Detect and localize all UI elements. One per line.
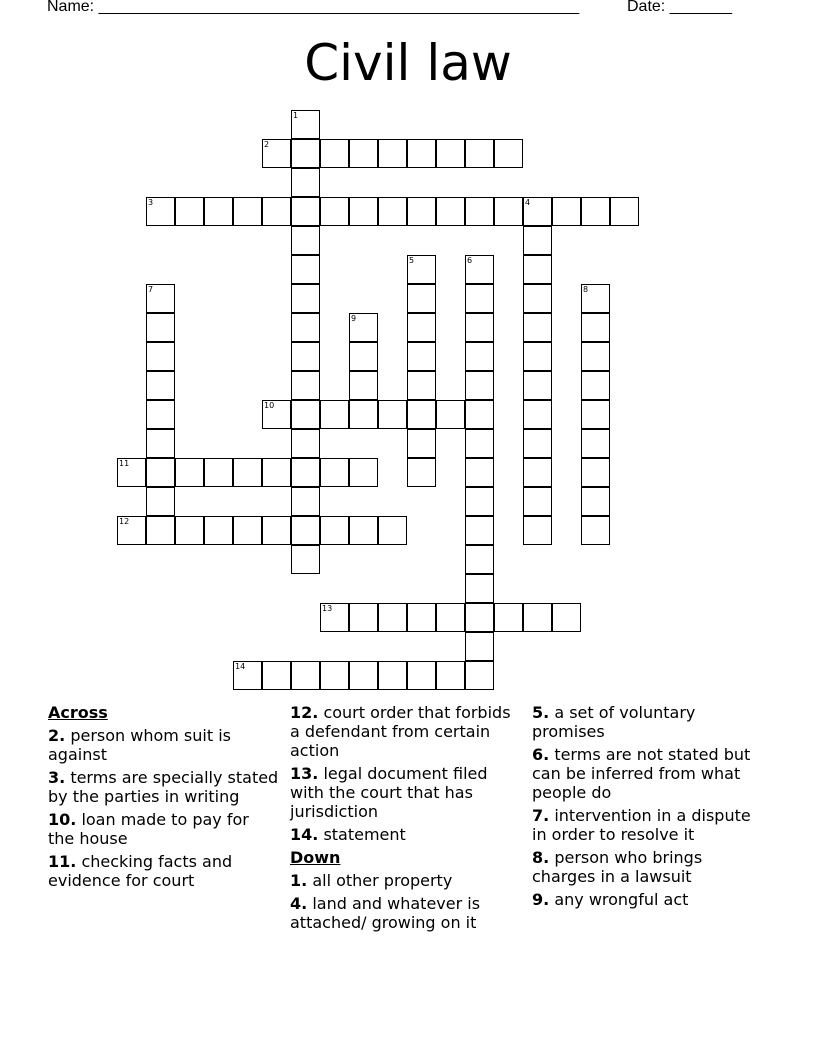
grid-cell bbox=[378, 516, 407, 545]
grid-cell bbox=[320, 139, 349, 168]
cell-number: 8 bbox=[583, 285, 589, 294]
grid-cell bbox=[436, 603, 465, 632]
grid-cell bbox=[465, 342, 494, 371]
grid-cell bbox=[320, 400, 349, 429]
grid-cell bbox=[407, 197, 436, 226]
grid-cell bbox=[494, 603, 523, 632]
grid-cell bbox=[349, 661, 378, 690]
grid-cell bbox=[465, 632, 494, 661]
grid-cell bbox=[465, 574, 494, 603]
grid-cell bbox=[378, 139, 407, 168]
grid-cell bbox=[146, 487, 175, 516]
grid-cell bbox=[349, 313, 378, 342]
clue-down-1: 1. all other property bbox=[290, 871, 453, 890]
cell-number: 9 bbox=[351, 314, 357, 323]
cell-number: 11 bbox=[119, 459, 130, 468]
down-heading: Down bbox=[290, 848, 341, 867]
clue-across-10: 10. loan made to pay for the house bbox=[48, 810, 249, 848]
grid-cell bbox=[407, 313, 436, 342]
grid-cell bbox=[581, 487, 610, 516]
grid-cell bbox=[523, 603, 552, 632]
grid-cell bbox=[233, 458, 262, 487]
grid-cell bbox=[320, 458, 349, 487]
cell-number: 10 bbox=[264, 401, 275, 410]
grid-cell bbox=[581, 458, 610, 487]
grid-cell bbox=[349, 458, 378, 487]
grid-cell bbox=[465, 429, 494, 458]
grid-cell bbox=[552, 603, 581, 632]
grid-cell bbox=[581, 516, 610, 545]
grid-cell bbox=[146, 371, 175, 400]
cell-number: 4 bbox=[525, 198, 531, 207]
grid-cell bbox=[291, 284, 320, 313]
grid-cell bbox=[523, 458, 552, 487]
cell-number: 12 bbox=[119, 517, 130, 526]
across-heading: Across bbox=[48, 703, 108, 722]
grid-cell bbox=[291, 458, 320, 487]
grid-cell bbox=[523, 371, 552, 400]
clue-down-9: 9. any wrongful act bbox=[532, 890, 689, 909]
grid-cell bbox=[465, 400, 494, 429]
grid-cell bbox=[581, 371, 610, 400]
clue-down-8: 8. person who brings charges in a lawsuit bbox=[532, 848, 703, 886]
grid-cell bbox=[407, 139, 436, 168]
grid-cell bbox=[146, 458, 175, 487]
grid-cell bbox=[291, 110, 320, 139]
grid-cell bbox=[291, 429, 320, 458]
grid-cell bbox=[146, 342, 175, 371]
grid-cell bbox=[407, 661, 436, 690]
grid-cell bbox=[320, 661, 349, 690]
grid-cell bbox=[262, 516, 291, 545]
grid-cell bbox=[146, 516, 175, 545]
grid-cell bbox=[378, 400, 407, 429]
grid-cell bbox=[523, 226, 552, 255]
grid-cell bbox=[262, 139, 291, 168]
grid-cell bbox=[175, 458, 204, 487]
grid-cell bbox=[407, 429, 436, 458]
grid-cell bbox=[291, 168, 320, 197]
grid-cell bbox=[407, 342, 436, 371]
grid-cell bbox=[291, 545, 320, 574]
grid-cell bbox=[581, 342, 610, 371]
grid-cell bbox=[291, 400, 320, 429]
grid-cell bbox=[233, 197, 262, 226]
grid-cell bbox=[146, 284, 175, 313]
grid-cell bbox=[523, 255, 552, 284]
grid-cell bbox=[436, 139, 465, 168]
grid-cell bbox=[291, 342, 320, 371]
grid-cell bbox=[610, 197, 639, 226]
grid-cell bbox=[465, 458, 494, 487]
grid-cell bbox=[204, 458, 233, 487]
grid-cell bbox=[349, 139, 378, 168]
grid-cell bbox=[407, 400, 436, 429]
grid-cell bbox=[465, 139, 494, 168]
grid-cell bbox=[320, 516, 349, 545]
cell-number: 7 bbox=[148, 285, 154, 294]
grid-cell bbox=[378, 197, 407, 226]
grid-cell bbox=[117, 516, 146, 545]
grid-cell bbox=[465, 284, 494, 313]
grid-cell bbox=[349, 603, 378, 632]
grid-cell bbox=[262, 661, 291, 690]
grid-cell bbox=[233, 516, 262, 545]
name-field-label: Name: ______________________________________________________ bbox=[47, 0, 580, 15]
cell-number: 6 bbox=[467, 256, 473, 265]
clues-column-2 bbox=[290, 703, 522, 936]
grid-cell bbox=[349, 342, 378, 371]
cell-number: 1 bbox=[293, 111, 299, 120]
grid-cell bbox=[291, 226, 320, 255]
grid-cell bbox=[262, 458, 291, 487]
grid-cell bbox=[233, 661, 262, 690]
clue-down-6: 6. terms are not stated but can be inferred from what people do bbox=[532, 745, 751, 802]
grid-cell bbox=[494, 197, 523, 226]
grid-cell bbox=[291, 487, 320, 516]
grid-cell bbox=[581, 429, 610, 458]
date-field-label: Date: _______ bbox=[627, 0, 732, 15]
grid-cell bbox=[465, 313, 494, 342]
grid-cell bbox=[291, 371, 320, 400]
page-title: Civil law bbox=[304, 34, 512, 92]
grid-cell bbox=[494, 139, 523, 168]
grid-cell bbox=[349, 516, 378, 545]
grid-cell bbox=[378, 603, 407, 632]
cell-number: 13 bbox=[322, 604, 333, 613]
grid-cell bbox=[465, 255, 494, 284]
grid-cell bbox=[523, 400, 552, 429]
clue-down-4: 4. land and whatever is attached/ growing on it bbox=[290, 894, 481, 932]
clue-down-5: 5. a set of voluntary promises bbox=[532, 703, 696, 741]
clues-column-3 bbox=[532, 703, 764, 913]
grid-cell bbox=[146, 197, 175, 226]
grid-cell bbox=[523, 313, 552, 342]
grid-cell bbox=[465, 603, 494, 632]
grid-cell bbox=[581, 400, 610, 429]
cell-number: 14 bbox=[235, 662, 246, 671]
grid-cell bbox=[204, 197, 233, 226]
clue-across-11: 11. checking facts and evidence for court bbox=[48, 852, 233, 890]
grid-cell bbox=[291, 516, 320, 545]
grid-cell bbox=[117, 458, 146, 487]
grid-cell bbox=[146, 313, 175, 342]
grid-cell bbox=[523, 487, 552, 516]
grid-cell bbox=[436, 661, 465, 690]
clue-across-2: 2. person whom suit is against bbox=[48, 726, 231, 764]
grid-cell bbox=[146, 429, 175, 458]
grid-cell bbox=[291, 255, 320, 284]
grid-cell bbox=[291, 313, 320, 342]
clue-across-12: 12. court order that forbids a defendant from certain action bbox=[290, 703, 511, 760]
grid-cell bbox=[291, 139, 320, 168]
grid-cell bbox=[378, 661, 407, 690]
grid-cell bbox=[581, 284, 610, 313]
clue-down-7: 7. intervention in a dispute in order to resolve it bbox=[532, 806, 751, 844]
grid-cell bbox=[523, 342, 552, 371]
clue-across-3: 3. terms are specially stated by the parties in writing bbox=[48, 768, 279, 806]
clues-column-1 bbox=[48, 703, 280, 894]
grid-cell bbox=[320, 197, 349, 226]
grid-cell bbox=[581, 197, 610, 226]
grid-cell bbox=[407, 371, 436, 400]
grid-cell bbox=[436, 400, 465, 429]
clue-across-14: 14. statement bbox=[290, 825, 406, 844]
grid-cell bbox=[291, 661, 320, 690]
grid-cell bbox=[465, 545, 494, 574]
grid-cell bbox=[146, 400, 175, 429]
grid-cell bbox=[465, 516, 494, 545]
grid-cell bbox=[175, 197, 204, 226]
grid-cell bbox=[465, 197, 494, 226]
clue-across-13: 13. legal document filed with the court that has jurisdiction bbox=[290, 764, 488, 821]
grid-cell bbox=[552, 197, 581, 226]
grid-cell bbox=[262, 400, 291, 429]
grid-cell bbox=[465, 487, 494, 516]
grid-cell bbox=[407, 255, 436, 284]
grid-cell bbox=[523, 197, 552, 226]
grid-cell bbox=[349, 400, 378, 429]
cell-number: 2 bbox=[264, 140, 270, 149]
grid-cell bbox=[349, 371, 378, 400]
grid-cell bbox=[262, 197, 291, 226]
grid-cell bbox=[523, 516, 552, 545]
grid-cell bbox=[465, 661, 494, 690]
cell-number: 5 bbox=[409, 256, 415, 265]
grid-cell bbox=[320, 603, 349, 632]
grid-cell bbox=[465, 371, 494, 400]
grid-cell bbox=[436, 197, 465, 226]
grid-cell bbox=[407, 458, 436, 487]
grid-cell bbox=[349, 197, 378, 226]
grid-cell bbox=[291, 197, 320, 226]
grid-cell bbox=[204, 516, 233, 545]
grid-cell bbox=[175, 516, 204, 545]
grid-cell bbox=[581, 313, 610, 342]
grid-cell bbox=[523, 429, 552, 458]
grid-cell bbox=[407, 284, 436, 313]
grid-cell bbox=[407, 603, 436, 632]
grid-cell bbox=[523, 284, 552, 313]
cell-number: 3 bbox=[148, 198, 154, 207]
